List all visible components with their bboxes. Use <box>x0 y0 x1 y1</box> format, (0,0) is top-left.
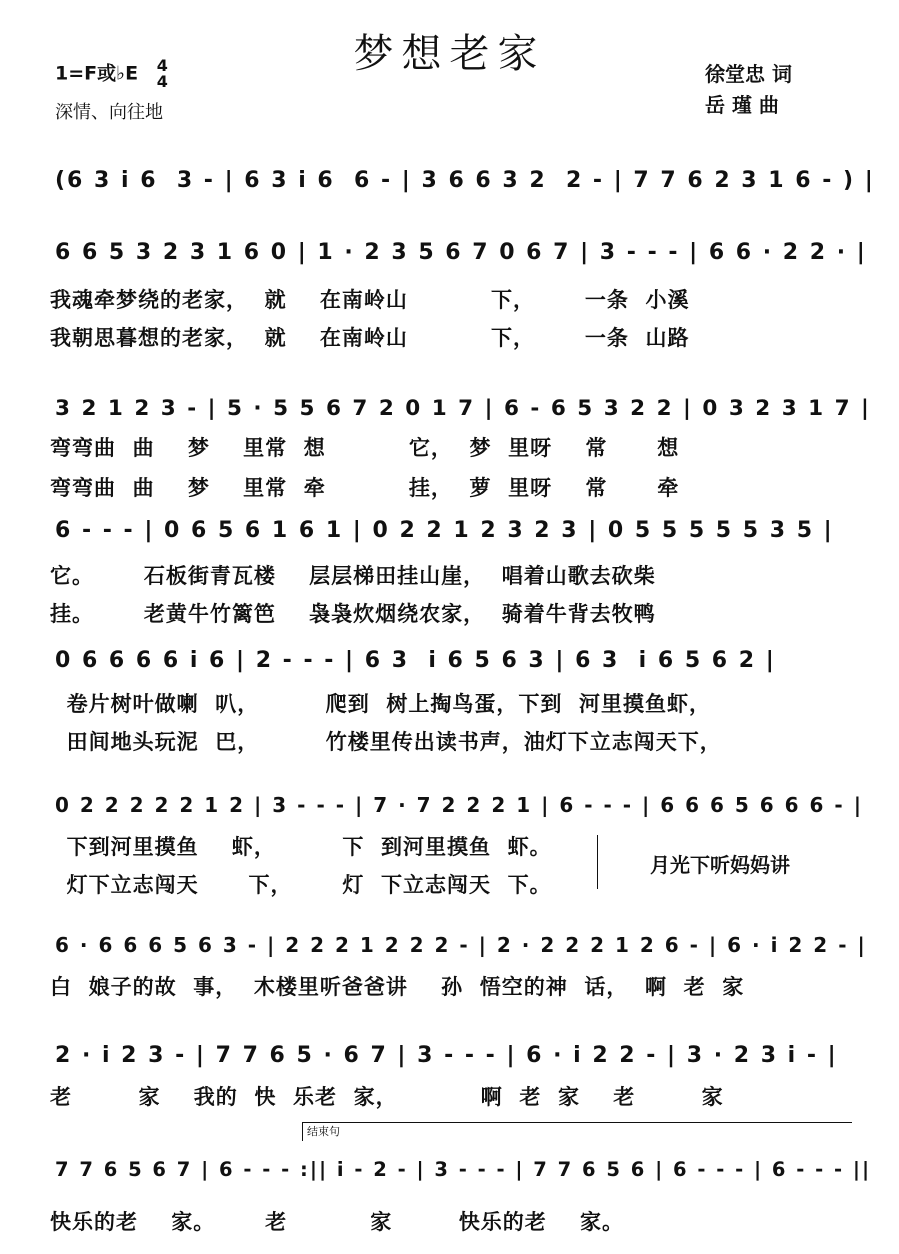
time-bottom: 4 <box>156 72 168 91</box>
side-note: 月光下听妈妈讲 <box>650 853 790 877</box>
lyrics-row-3-verse-1: 它。 石板街青瓦楼 层层梯田挂山崖， 唱着山歌去砍柴 <box>50 564 656 588</box>
lyrics-row-2-verse-1: 弯弯曲 曲 梦 里常 想 它， 梦 里呀 常 想 <box>50 436 680 460</box>
lyrics-row-4-verse-1: 卷片树叶做喇 叭， 爬到 树上掏鸟蛋，下到 河里摸鱼虾， <box>50 692 711 716</box>
verse-bracket <box>597 835 598 889</box>
notes-row-6: 6 · 6 6 6 5 6 3 - | 2 2 2 1 2 2 2 - | 2 · 2 2 2 1 2 6 - | 6 · i 2 2 - | <box>55 933 867 957</box>
lyrics-row-6: 白 娘子的故 事， 木楼里听爸爸讲 孙 悟空的神 话， 啊 老 家 <box>50 975 745 999</box>
notes-row-2: 3 2 1 2 3 - | 5 · 5 5 6 7 2 0 1 7 | 6 - 6 5 3 2 2 | 0 3 2 3 1 7 | <box>55 396 871 421</box>
lyrics-row-1-verse-1: 我魂牵梦绕的老家， 就 在南岭山 下， 一条 小溪 <box>50 288 690 312</box>
composer: 岳 瑾 曲 <box>705 93 779 117</box>
time-top: 4 <box>156 56 168 75</box>
notes-row-5: 0 2 2 2 2 2 1 2 | 3 - - - | 7 · 7 2 2 2 1 | 6 - - - | 6 6 6 5 6 6 6 - | <box>55 793 863 817</box>
notes-row-8: 7 7 6 5 6 7 | 6 - - - :|| i - 2 - | 3 - - - | 7 7 6 5 6 | 6 - - - | 6 - - - || <box>55 1158 872 1181</box>
lyrics-row-8: 快乐的老 家。 老 家 快乐的老 家。 <box>50 1210 624 1234</box>
expression-mark: 深情、向往地 <box>55 102 163 123</box>
lyricist: 徐堂忠 词 <box>705 62 792 86</box>
ending-label: 结束句 <box>307 1125 340 1138</box>
lyrics-row-7: 老 家 我的 快 乐老 家， 啊 老 家 老 家 <box>50 1085 724 1109</box>
lyrics-row-2-verse-2: 弯弯曲 曲 梦 里常 牵 挂， 萝 里呀 常 牵 <box>50 476 680 500</box>
notes-row-0: (6 3 i 6 3 - | 6 3 i 6 6 - | 3 6 6 3 2 2 - | 7 7 6 2 3 1 6 - ) | <box>55 168 875 193</box>
notes-row-4: 0 6 6 6 6 i 6 | 2 - - - | 6 3 i 6 5 6 3 | 6 3 i 6 5 6 2 | <box>55 648 776 673</box>
lyrics-row-5-verse-2: 灯下立志闯天 下， 灯 下立志闯天 下。 <box>50 873 552 897</box>
notes-row-3: 6 - - - | 0 6 5 6 1 6 1 | 0 2 2 1 2 3 2 3 | 0 5 5 5 5 5 3 5 | <box>55 518 834 543</box>
lyrics-row-4-verse-2: 田间地头玩泥 巴， 竹楼里传出读书声，油灯下立志闯天下， <box>50 730 722 754</box>
lyrics-row-1-verse-2: 我朝思暮想的老家， 就 在南岭山 下， 一条 山路 <box>50 326 690 350</box>
lyrics-row-3-verse-2: 挂。 老黄牛竹篱笆 袅袅炊烟绕农家， 骑着牛背去牧鸭 <box>50 602 656 626</box>
key-text: 1=F或♭E <box>55 62 139 85</box>
notes-row-1: 6 6 5 3 2 3 1 6 0 | 1 · 2 3 5 6 7 0 6 7 | 3 - - - | 6 6 · 2 2 · | <box>55 240 867 265</box>
ending-bracket <box>302 1122 852 1141</box>
lyrics-row-5-verse-1: 下到河里摸鱼 虾， 下 到河里摸鱼 虾。 <box>50 835 552 859</box>
page-title: 梦想老家 <box>353 31 546 77</box>
notes-row-7: 2 · i 2 3 - | 7 7 6 5 · 6 7 | 3 - - - | 6 · i 2 2 - | 3 · 2 3 i - | <box>55 1043 838 1068</box>
